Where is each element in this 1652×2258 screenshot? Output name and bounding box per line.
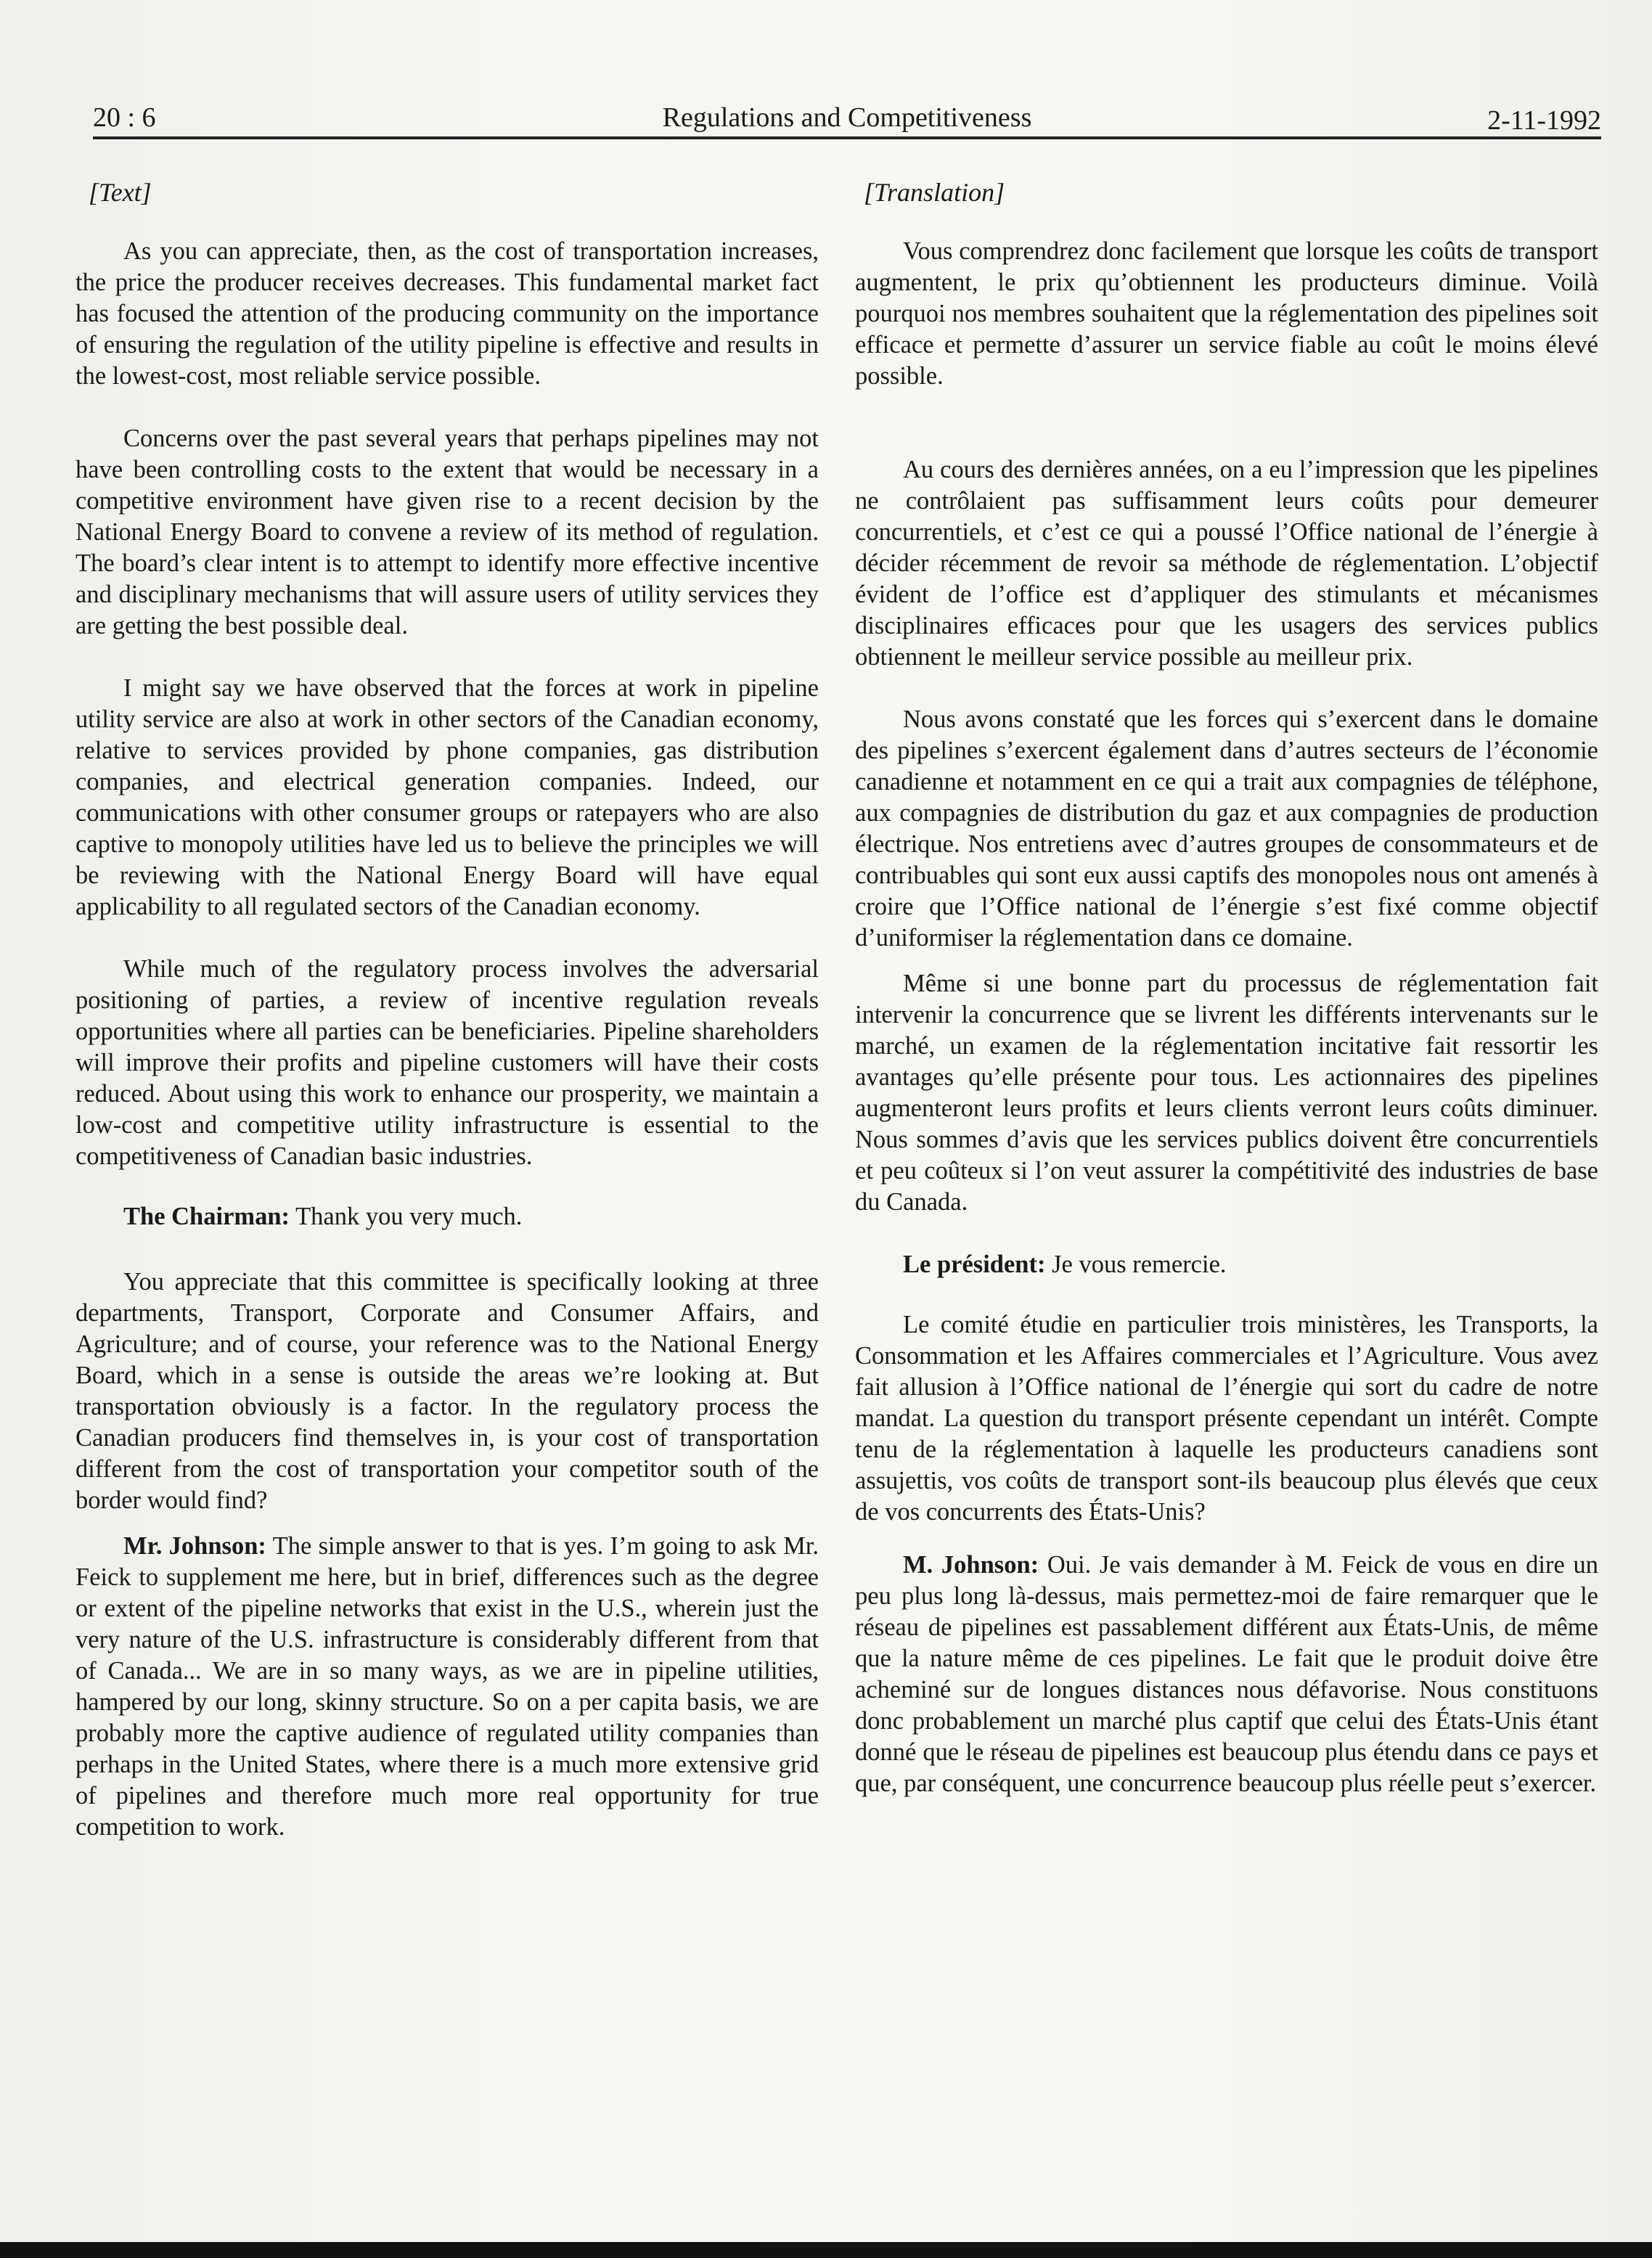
paragraph — [75, 236, 819, 392]
paragraph-text: Oui. Je vais demander à M. Feick de vous en dire un peu plus long là-dessus, mais permettez-moi de faire remarquer que le réseau de pipelines est passablement différent aux États-Unis, de même que la nature même de ces pipelines. Le fait que le produit doive être acheminé sur de longues distances nous défavorise. Nous constituons donc probablement un marché plus captif que celui des États-Unis étant donné que le réseau de pipelines est beaucoup plus étendu dans ce pays et que, par conséquent, une concurrence beaucoup plus réelle peut s’exercer. — [855, 1551, 1599, 1797]
paragraph-text: I might say we have observed that the forces at work in pipeline utility service are also at work in other sectors of the Canadian economy, relative to services provided by phone companies, gas distribution companies, and electrical generation companies. Indeed, our communications with other consumer groups or ratepayers who are also captive to monopoly utilities have led us to believe the principles we will be reviewing with the National Energy Board will have equal applicability to all regulated sectors of the Canadian economy. — [75, 674, 819, 920]
scan-edge — [0, 2242, 1652, 2258]
paragraph-text: Concerns over the past several years that perhaps pipelines may not have been controlling costs to the extent that would be necessary in a competitive environment have given rise to a recent decision by the National Energy Board to convene a review of its method of regulation. The board’s clear intent is to attempt to identify more effective incentive and disciplinary mechanisms that will assure users of utility services they are getting the best possible deal. — [75, 425, 819, 639]
paragraph-text: Au cours des dernières années, on a eu l’impression que les pipelines ne contrôlaient pas suffisamment leurs coûts pour demeurer concurrentiels, et c’est ce qui a poussé l’Office national de l’énergie à décider récemment de revoir sa méthode de réglementation. L’objectif évident de l’office est d’appliquer des stimulants et mécanismes disciplinaires efficaces pour que les usagers des services publics obtiennent le meilleur service possible au meilleur prix. — [855, 456, 1598, 671]
french-column — [855, 177, 1598, 1830]
paragraph — [75, 954, 819, 1172]
paragraph-text: As you can appreciate, then, as the cost of transportation increases, the price the producer receives decreases. This fundamental market fact has focused the attention of the producing community on the importance of ensuring the regulation of the utility pipeline is effective and results in the lowest-cost, most reliable service possible. — [75, 237, 819, 390]
paragraph-text: Thank you very much. — [295, 1203, 523, 1230]
header-date: 2-11-1992 — [1487, 105, 1601, 136]
column-label: [Translation] — [864, 178, 1005, 207]
paragraph — [75, 1267, 819, 1516]
paragraph — [75, 1201, 819, 1232]
paragraph — [855, 236, 1598, 392]
english-column — [75, 177, 819, 1874]
paragraph — [855, 1249, 1598, 1280]
page-number: 20 : 6 — [93, 102, 156, 133]
running-title: Regulations and Competitiveness — [662, 102, 1032, 133]
paragraph — [75, 423, 819, 642]
paragraph — [855, 1550, 1598, 1799]
paragraph — [855, 968, 1598, 1218]
paragraph-text: You appreciate that this committee is specifically looking at three departments, Transport, Corporate and Consumer Affairs, and Agriculture; and of course, your reference was to the National Energy Board, which in a sense is outside the areas we’re looking at. But transportation obviously is a factor. In the regulatory process the Canadian producers find themselves in, is your cost of transportation different from the cost of transportation your competitor south of the border would find? — [75, 1268, 819, 1514]
paragraph-text: Le comité étudie en particulier trois ministères, les Transports, la Consommation et les Affaires commerciales et l’Agriculture. Vous avez fait allusion à l’Office national de l’énergie qui sort du cadre de notre mandat. La question du transport présente cependant un intérêt. Compte tenu de la réglementation à laquelle les producteurs canadiens sont assujettis, vos coûts de transport sont-ils beaucoup plus élevés que ceux de vos concurrents des États-Unis? — [855, 1311, 1598, 1526]
page-header — [93, 96, 1601, 139]
paragraph-text: While much of the regulatory process involves the adversarial positioning of parties, a review of incentive regulation reveals opportunities where all parties can be beneficiaries. Pipeline shareholders will improve their profits and pipeline customers will have their costs reduced. About using this work to enhance our prosperity, we maintain a low-cost and competitive utility infrastructure is essential to the competitiveness of Canadian basic industries. — [75, 955, 819, 1170]
paragraph — [855, 454, 1598, 673]
paragraph-text: Même si une bonne part du processus de réglementation fait intervenir la concurrence que se livrent les différents intervenants sur le marché, un examen de la réglementation incitative fait ressortir les avantages qu’elle présente pour tous. Les actionnaires des pipelines augmenteront leurs profits et leurs clients verront leurs coûts diminuer. Nous sommes d’avis que les services publics doivent être concurrentiels et peu coûteux si l’on veut assurer la compétitivité des industries de base du Canada. — [855, 970, 1598, 1216]
paragraph — [855, 1309, 1598, 1528]
paragraph — [75, 1531, 819, 1843]
paragraph-text: Vous comprendrez donc facilement que lorsque les coûts de transport augmentent, le prix qu’obtiennent les producteurs diminue. Voilà pourquoi nos membres souhaitent que la réglementation des pipelines soit efficace et permette d’assurer un service fiable au coût le moins élevé possible. — [855, 237, 1598, 390]
speaker-name: The Chairman: — [123, 1203, 290, 1230]
column-label: [Text] — [89, 178, 152, 207]
speaker-name: Mr. Johnson: — [123, 1532, 266, 1560]
paragraph — [75, 673, 819, 923]
paragraph-text: Nous avons constaté que les forces qui s’exercent dans le domaine des pipelines s’exercent également dans d’autres secteurs de l’économie canadienne et notamment en ce qui a trait aux compagnies de téléphone, aux compagnies de distribution du gaz et aux compagnies de production électrique. Nos entretiens avec d’autres groupes de consommateurs et de contribuables qui sont eux aussi captifs des monopoles nous ont amenés à croire que l’Office national de l’énergie s’est fixé comme objectif d’uniformiser la réglementation dans ce domaine. — [855, 705, 1598, 952]
paragraph-text: Je vous remercie. — [1052, 1251, 1227, 1278]
paragraph — [855, 704, 1598, 954]
speaker-name: Le président: — [903, 1251, 1046, 1278]
paragraph-text: The simple answer to that is yes. I’m going to ask Mr. Feick to supplement me here, but in brief, differences such as the degree or extent of the pipeline networks that exist in the U.S., wherein just the very nature of the U.S. infrastructure is considerably different from that of Canada... We are in so many ways, as we are in pipeline utilities, hampered by our long, skinny structure. So on a per capita basis, we are probably more the captive audience of regulated utility companies than perhaps in the United States, where there is a much more extensive grid of pipelines and therefore much more real opportunity for true competition to work. — [75, 1532, 819, 1841]
speaker-name: M. Johnson: — [903, 1551, 1039, 1579]
